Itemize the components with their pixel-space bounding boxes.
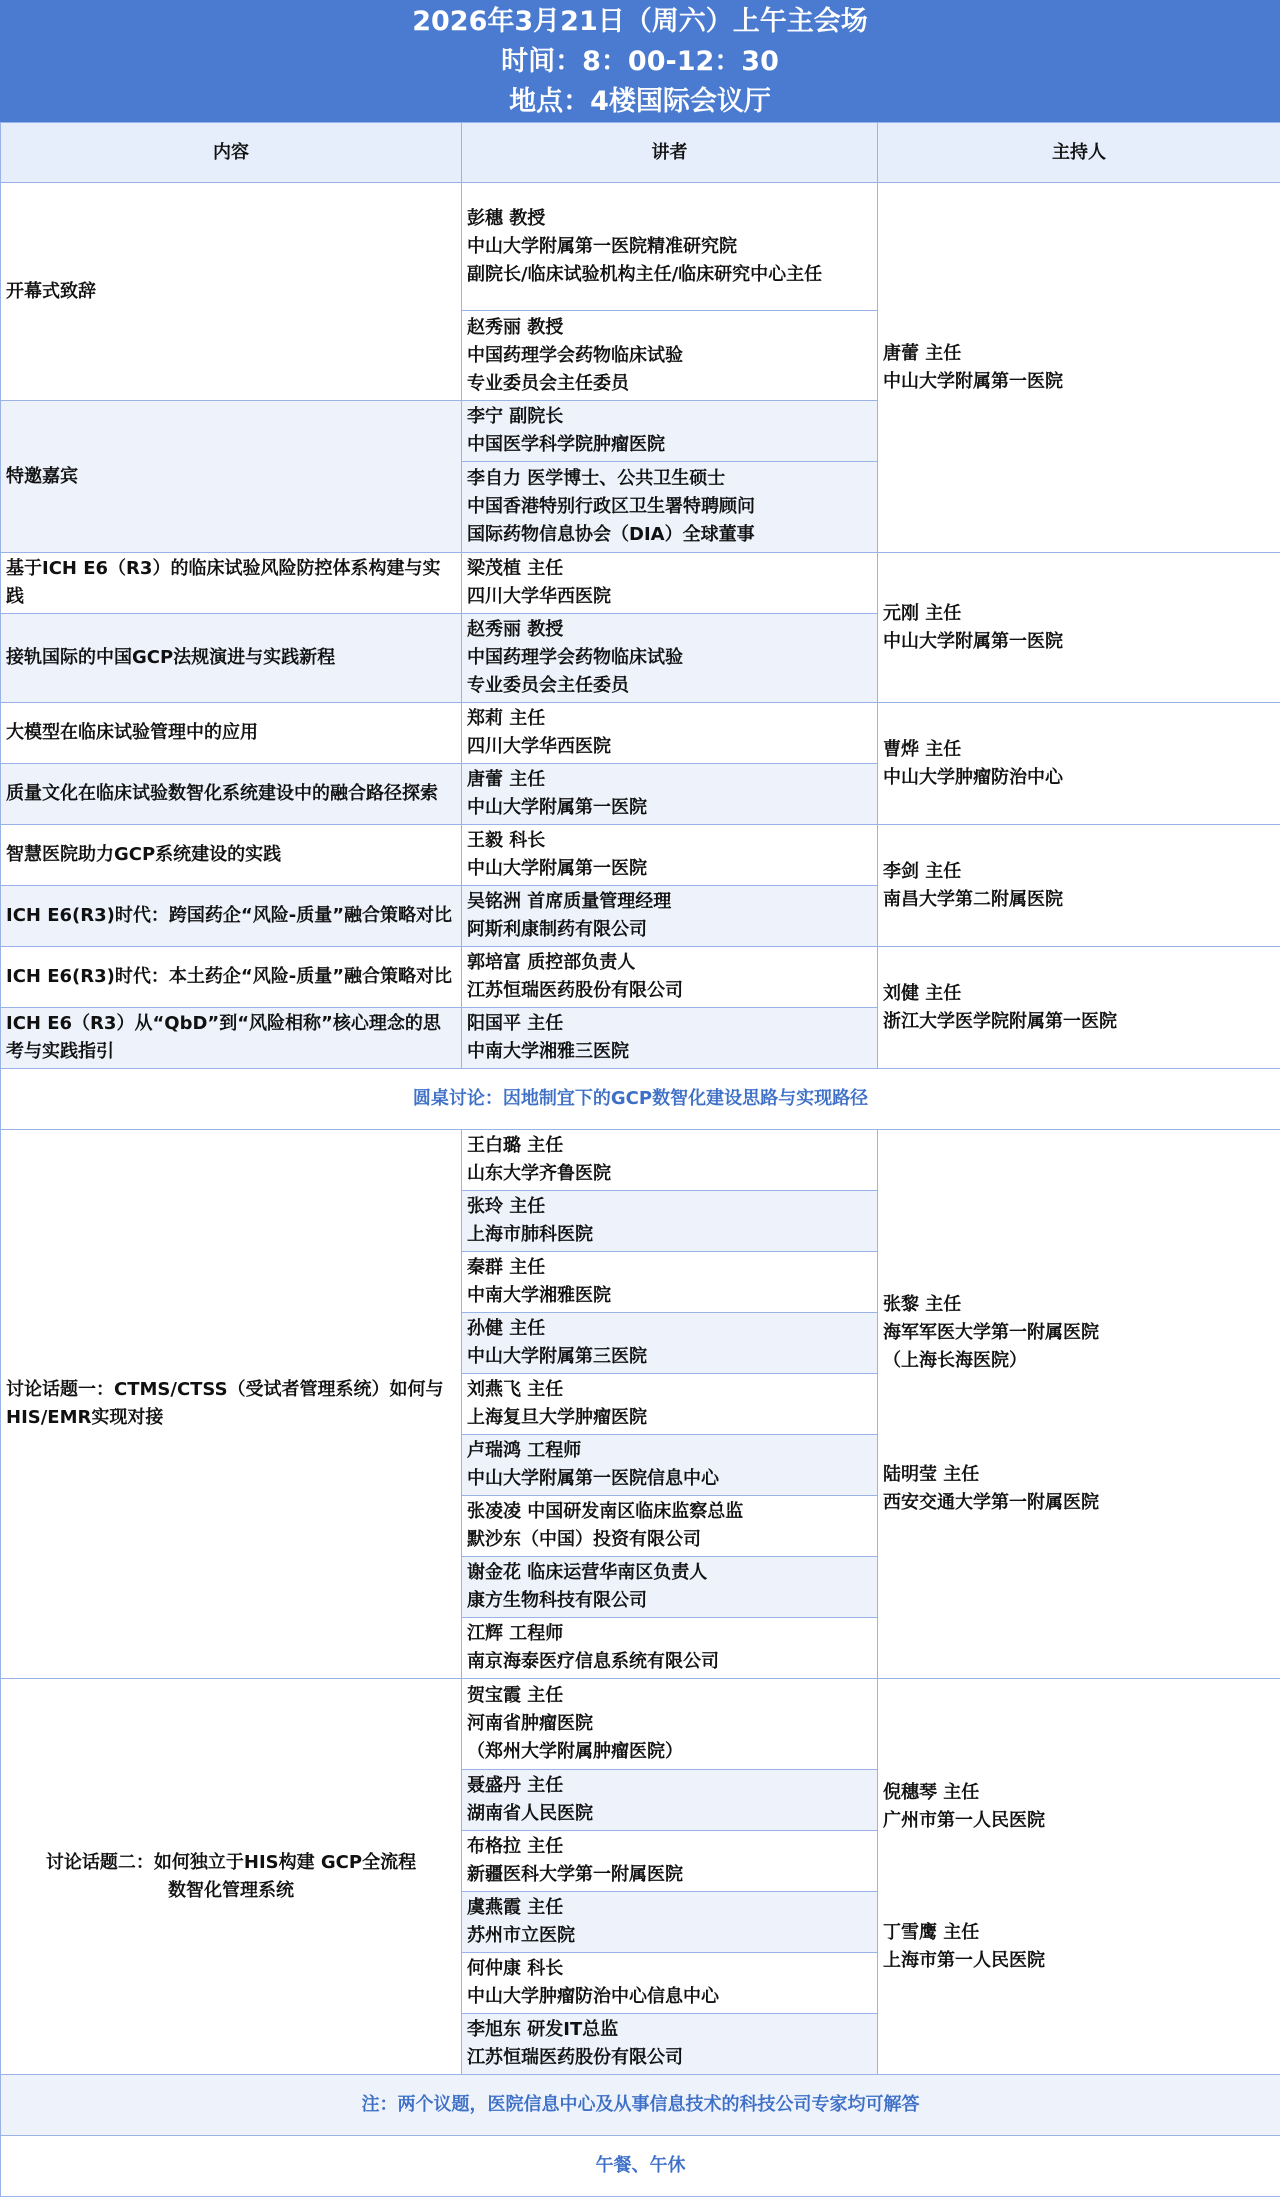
roundtable-title: 圆桌讨论：因地制宜下的GCP数智化建设思路与实现路径 xyxy=(1,1069,1280,1130)
host-name: 丁雪鹰 主任 xyxy=(883,1919,1275,1947)
topic-cell: ICH E6(R3)时代：跨国药企“风险-质量”融合策略对比 xyxy=(1,886,462,947)
host-org: 海军军医大学第一附属医院 xyxy=(883,1319,1275,1347)
speaker-org: 中山大学附属第一医院 xyxy=(467,794,872,822)
host-org: 上海市第一人民医院 xyxy=(883,1947,1275,1975)
topic-cell: 智慧医院助力GCP系统建设的实践 xyxy=(1,825,462,886)
speaker-name: 聂盛丹 主任 xyxy=(467,1772,872,1800)
speaker-name: 刘燕飞 主任 xyxy=(467,1376,872,1404)
speaker-name: 郑莉 主任 xyxy=(467,705,872,733)
speaker-name: 孙健 主任 xyxy=(467,1315,872,1343)
speaker-name: 李旭东 研发IT总监 xyxy=(467,2016,872,2044)
speaker-org: 江苏恒瑞医药股份有限公司 xyxy=(467,2044,872,2072)
topic-cell: 大模型在临床试验管理中的应用 xyxy=(1,703,462,764)
speaker-name: 李宁 副院长 xyxy=(467,403,872,431)
column-header-host: 主持人 xyxy=(878,123,1280,183)
speaker-name: 赵秀丽 教授 xyxy=(467,314,872,342)
speaker-name: 彭穗 教授 xyxy=(467,205,872,233)
host-cell xyxy=(878,825,1280,947)
speaker-cell xyxy=(462,1892,878,1953)
speaker-cell xyxy=(462,1618,878,1679)
speaker-cell xyxy=(462,1252,878,1313)
speaker-org-note: （郑州大学附属肿瘤医院） xyxy=(467,1738,872,1766)
speaker-cell xyxy=(462,703,878,764)
speaker-name: 梁茂植 主任 xyxy=(467,555,872,583)
speaker-cell xyxy=(462,1008,878,1069)
speaker-cell xyxy=(462,311,878,401)
host-name: 倪穗琴 主任 xyxy=(883,1779,1275,1807)
speaker-cell xyxy=(462,1313,878,1374)
speaker-name: 郭培富 质控部负责人 xyxy=(467,949,872,977)
speaker-name: 王白璐 主任 xyxy=(467,1132,872,1160)
topic-cell xyxy=(1,1679,462,2075)
topic-cell: 特邀嘉宾 xyxy=(1,401,462,553)
speaker-cell xyxy=(462,1374,878,1435)
lunch-row xyxy=(1,2136,1280,2197)
speaker-cell xyxy=(462,2014,878,2075)
topic-cell: 开幕式致辞 xyxy=(1,183,462,401)
session-date-title: 2026年3月21日（周六）上午主会场 xyxy=(0,2,1280,42)
session-location: 地点：4楼国际会议厅 xyxy=(0,82,1280,122)
speaker-org: 南京海泰医疗信息系统有限公司 xyxy=(467,1648,872,1676)
speaker-org: 中国医学科学院肿瘤医院 xyxy=(467,431,872,459)
host-name: 陆明莹 主任 xyxy=(883,1461,1275,1489)
session-time: 时间：8：00-12：30 xyxy=(0,42,1280,82)
speaker-cell xyxy=(462,886,878,947)
speaker-org: 江苏恒瑞医药股份有限公司 xyxy=(467,977,872,1005)
host-org: 西安交通大学第一附属医院 xyxy=(883,1489,1275,1517)
speaker-org: 中山大学肿瘤防治中心信息中心 xyxy=(467,1983,872,2011)
speaker-cell xyxy=(462,825,878,886)
speaker-cell xyxy=(462,764,878,825)
topic-cell: 接轨国际的中国GCP法规演进与实践新程 xyxy=(1,614,462,703)
speaker-title: 专业委员会主任委员 xyxy=(467,672,872,700)
host-org-note: （上海长海医院） xyxy=(883,1347,1275,1375)
table-header-row xyxy=(1,123,1280,183)
lunch-text: 午餐、午休 xyxy=(1,2136,1280,2197)
table-row xyxy=(1,1130,1280,1191)
host-cell xyxy=(878,183,1280,553)
host-name: 张黎 主任 xyxy=(883,1291,1275,1319)
column-header-content: 内容 xyxy=(1,123,462,183)
speaker-cell xyxy=(462,947,878,1008)
speaker-title: 专业委员会主任委员 xyxy=(467,370,872,398)
host-cell xyxy=(878,703,1280,825)
table-row xyxy=(1,947,1280,1008)
host-spacer xyxy=(883,1835,1275,1919)
speaker-cell xyxy=(462,1496,878,1557)
host-name: 元刚 主任 xyxy=(883,600,1275,628)
speaker-org: 中国药理学会药物临床试验 xyxy=(467,644,872,672)
speaker-name: 赵秀丽 教授 xyxy=(467,616,872,644)
host-org: 中山大学肿瘤防治中心 xyxy=(883,764,1275,792)
speaker-cell xyxy=(462,1435,878,1496)
speaker-name: 吴铭洲 首席质量管理经理 xyxy=(467,888,872,916)
table-row xyxy=(1,553,1280,614)
speaker-org: 中南大学湘雅三医院 xyxy=(467,1038,872,1066)
speaker-org: 四川大学华西医院 xyxy=(467,583,872,611)
host-name: 刘健 主任 xyxy=(883,980,1275,1008)
speaker-org: 四川大学华西医院 xyxy=(467,733,872,761)
speaker-org: 上海市肺科医院 xyxy=(467,1221,872,1249)
speaker-org: 中国香港特别行政区卫生署特聘顾问 xyxy=(467,493,872,521)
speaker-org: 中南大学湘雅医院 xyxy=(467,1282,872,1310)
speaker-org: 湖南省人民医院 xyxy=(467,1800,872,1828)
note-row xyxy=(1,2075,1280,2136)
speaker-name: 卢瑞鸿 工程师 xyxy=(467,1437,872,1465)
host-cell xyxy=(878,553,1280,703)
speaker-name: 布格拉 主任 xyxy=(467,1833,872,1861)
roundtable-row xyxy=(1,1069,1280,1130)
topic-cell: ICH E6(R3)时代：本土药企“风险-质量”融合策略对比 xyxy=(1,947,462,1008)
speaker-name: 王毅 科长 xyxy=(467,827,872,855)
speaker-cell xyxy=(462,1679,878,1770)
speaker-cell xyxy=(462,1831,878,1892)
speaker-org: 中山大学附属第一医院 xyxy=(467,855,872,883)
host-name: 曹烨 主任 xyxy=(883,736,1275,764)
speaker-org: 中山大学附属第一医院信息中心 xyxy=(467,1465,872,1493)
topic-cell: 基于ICH E6（R3）的临床试验风险防控体系构建与实践 xyxy=(1,553,462,614)
table-row xyxy=(1,825,1280,886)
speaker-cell xyxy=(462,462,878,553)
host-cell xyxy=(878,947,1280,1069)
speaker-name: 秦群 主任 xyxy=(467,1254,872,1282)
topic-cell: 质量文化在临床试验数智化系统建设中的融合路径探索 xyxy=(1,764,462,825)
speaker-org: 山东大学齐鲁医院 xyxy=(467,1160,872,1188)
speaker-org: 上海复旦大学肿瘤医院 xyxy=(467,1404,872,1432)
speaker-cell xyxy=(462,553,878,614)
speaker-cell xyxy=(462,1770,878,1831)
speaker-name: 唐蕾 主任 xyxy=(467,766,872,794)
speaker-org: 康方生物科技有限公司 xyxy=(467,1587,872,1615)
speaker-name: 何仲康 科长 xyxy=(467,1955,872,1983)
host-org: 中山大学附属第一医院 xyxy=(883,368,1275,396)
speaker-name: 虞燕霞 主任 xyxy=(467,1894,872,1922)
speaker-name: 张玲 主任 xyxy=(467,1193,872,1221)
speaker-org: 中国药理学会药物临床试验 xyxy=(467,342,872,370)
speaker-name: 谢金花 临床运营华南区负责人 xyxy=(467,1559,872,1587)
column-header-speaker: 讲者 xyxy=(462,123,878,183)
speaker-name: 李自力 医学博士、公共卫生硕士 xyxy=(467,465,872,493)
speaker-cell xyxy=(462,1953,878,2014)
host-name: 李剑 主任 xyxy=(883,858,1275,886)
host-spacer xyxy=(883,1375,1275,1461)
speaker-name: 阳国平 主任 xyxy=(467,1010,872,1038)
speaker-cell xyxy=(462,614,878,703)
speaker-org: 新疆医科大学第一附属医院 xyxy=(467,1861,872,1889)
speaker-cell xyxy=(462,401,878,462)
speaker-org: 默沙东（中国）投资有限公司 xyxy=(467,1526,872,1554)
speaker-title: 副院长/临床试验机构主任/临床研究中心主任 xyxy=(467,261,872,289)
speaker-cell xyxy=(462,183,878,311)
agenda-table xyxy=(0,122,1280,2197)
topic-cell: 讨论话题一：CTMS/CTSS（受试者管理系统）如何与HIS/EMR实现对接 xyxy=(1,1130,462,1679)
speaker-title: 国际药物信息协会（DIA）全球董事 xyxy=(467,521,872,549)
speaker-org: 河南省肿瘤医院 xyxy=(467,1710,872,1738)
host-org: 广州市第一人民医院 xyxy=(883,1807,1275,1835)
table-row xyxy=(1,183,1280,311)
speaker-org: 阿斯利康制药有限公司 xyxy=(467,916,872,944)
session-header xyxy=(0,0,1280,122)
host-org: 浙江大学医学院附属第一医院 xyxy=(883,1008,1275,1036)
speaker-cell xyxy=(462,1130,878,1191)
speaker-name: 张凌凌 中国研发南区临床监察总监 xyxy=(467,1498,872,1526)
speaker-org: 中山大学附属第三医院 xyxy=(467,1343,872,1371)
speaker-cell xyxy=(462,1557,878,1618)
topic-title-line: 讨论话题二：如何独立于HIS构建 GCP全流程 xyxy=(6,1849,456,1877)
host-org: 中山大学附属第一医院 xyxy=(883,628,1275,656)
speaker-org: 苏州市立医院 xyxy=(467,1922,872,1950)
speaker-name: 江辉 工程师 xyxy=(467,1620,872,1648)
note-text: 注：两个议题，医院信息中心及从事信息技术的科技公司专家均可解答 xyxy=(1,2075,1280,2136)
speaker-org: 中山大学附属第一医院精准研究院 xyxy=(467,233,872,261)
topic-title-line: 数智化管理系统 xyxy=(6,1877,456,1905)
topic-cell: ICH E6（R3）从“QbD”到“风险相称”核心理念的思考与实践指引 xyxy=(1,1008,462,1069)
host-org: 南昌大学第二附属医院 xyxy=(883,886,1275,914)
host-cell xyxy=(878,1679,1280,2075)
speaker-cell xyxy=(462,1191,878,1252)
speaker-name: 贺宝霞 主任 xyxy=(467,1682,872,1710)
table-row xyxy=(1,1679,1280,1770)
table-row xyxy=(1,703,1280,764)
host-name: 唐蕾 主任 xyxy=(883,340,1275,368)
host-cell xyxy=(878,1130,1280,1679)
